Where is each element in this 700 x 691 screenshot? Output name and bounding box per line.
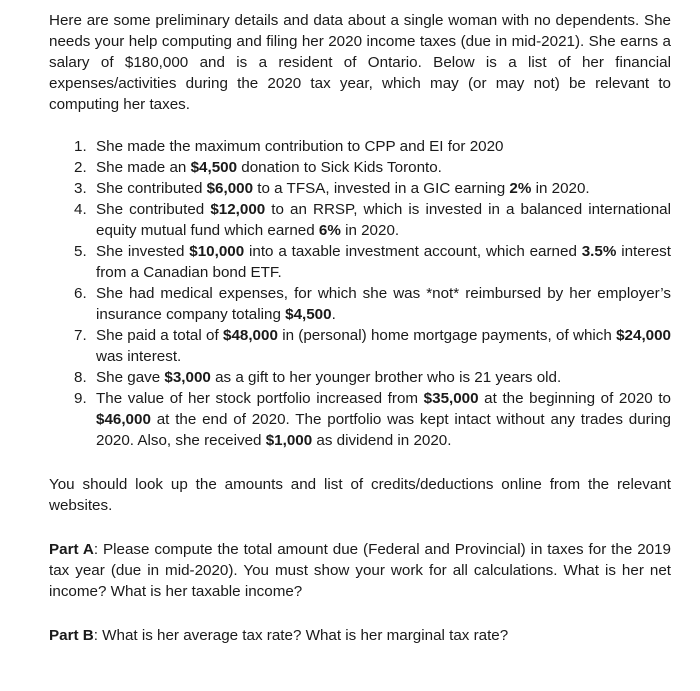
bold-value: 3.5%: [581, 243, 617, 260]
list-item-number: 8.: [74, 369, 87, 386]
bold-value: $4,500: [190, 159, 238, 176]
bold-value: $6,000: [206, 180, 254, 197]
list-item-text: She had medical expenses, for which she was *not* reimbursed by her employer’s insurance company totaling: [96, 285, 671, 323]
list-item-number: 9.: [74, 390, 87, 407]
part-a-text: : Please compute the total amount due (Federal and Provincial) in taxes for the 2019 tax year (due in mid-2020). You must show your work for all calculations. What is her net income? What is her taxable income?: [49, 541, 671, 600]
list-item-text: at the end of 2020. The portfolio was kept intact without any trades during 2020. Also, she received: [96, 411, 671, 449]
list-item: [49, 283, 671, 325]
list-item: [49, 367, 671, 388]
list-item-text: in 2020.: [340, 222, 400, 239]
list-item: [49, 199, 671, 241]
bold-value: $12,000: [210, 201, 266, 218]
list-item: [49, 178, 671, 199]
list-item-text: donation to Sick Kids Toronto.: [237, 159, 442, 176]
part-a-label: Part A: [49, 541, 94, 558]
intro-paragraph: Here are some preliminary details and data about a single woman with no dependents. She needs your help computing and filing her 2020 income taxes (due in mid-2021). She earns a salary of $180,000 and is a resident of Ontario. Below is a list of her financial expenses/activities during the 2020 tax year, which may (or may not) be relevant to computing her taxes.: [49, 12, 671, 113]
list-item-text: She paid a total of: [96, 327, 223, 344]
bold-value: $35,000: [423, 390, 479, 407]
bold-value: $48,000: [223, 327, 278, 344]
list-item-text: .: [331, 306, 336, 323]
list-item-number: 6.: [74, 285, 87, 302]
list-item-text: She contributed: [96, 201, 211, 218]
part-a-question: [49, 539, 671, 602]
list-item-number: 3.: [74, 180, 87, 197]
part-b-question: [49, 625, 671, 646]
list-item-text: as a gift to her younger brother who is 21 years old.: [210, 369, 562, 386]
list-item-text: in 2020.: [531, 180, 590, 197]
bold-value: 2%: [509, 180, 532, 197]
list-item-text: She invested: [96, 243, 190, 260]
part-b-text: : What is her average tax rate? What is her marginal tax rate?: [93, 627, 509, 644]
list-item-text: She contributed: [96, 180, 207, 197]
part-b-label: Part B: [49, 627, 94, 644]
list-item: [49, 136, 671, 157]
bold-value: $3,000: [164, 369, 211, 386]
list-item: [49, 325, 671, 367]
list-item-number: 7.: [74, 327, 87, 344]
list-item: [49, 388, 671, 451]
list-item-text: was interest.: [96, 348, 182, 365]
bold-value: $10,000: [189, 243, 245, 260]
bold-value: 6%: [318, 222, 341, 239]
list-item-text: The value of her stock portfolio increased from: [96, 390, 424, 407]
list-item-text: She made the maximum contribution to CPP and EI for 2020: [96, 138, 504, 155]
list-item-number: 2.: [74, 159, 87, 176]
list-item-text: at the beginning of 2020 to: [478, 390, 671, 407]
list-item-text: to an RRSP, which is invested in a balanced international equity mutual fund which earned: [96, 201, 671, 239]
list-item: [49, 241, 671, 283]
list-item: [49, 157, 671, 178]
bold-value: $4,500: [285, 306, 332, 323]
bold-value: $46,000: [96, 411, 151, 428]
activities-list: [49, 136, 671, 451]
bold-value: $1,000: [265, 432, 313, 449]
list-item-text: to a TFSA, invested in a GIC earning: [253, 180, 510, 197]
list-item-number: 1.: [74, 138, 87, 155]
document-page: [49, 10, 671, 646]
list-item-text: She gave: [96, 369, 165, 386]
list-item-text: as dividend in 2020.: [312, 432, 452, 449]
list-item-text: in (personal) home mortgage payments, of which: [277, 327, 617, 344]
list-item-text: interest from a Canadian bond ETF.: [96, 243, 671, 281]
list-item-text: into a taxable investment account, which earned: [244, 243, 582, 260]
list-item-number: 4.: [74, 201, 87, 218]
bold-value: $24,000: [616, 327, 672, 344]
list-item-text: She made an: [96, 159, 191, 176]
list-item-number: 5.: [74, 243, 87, 260]
note-paragraph: You should look up the amounts and list of credits/deductions online from the relevant websites.: [49, 476, 671, 514]
